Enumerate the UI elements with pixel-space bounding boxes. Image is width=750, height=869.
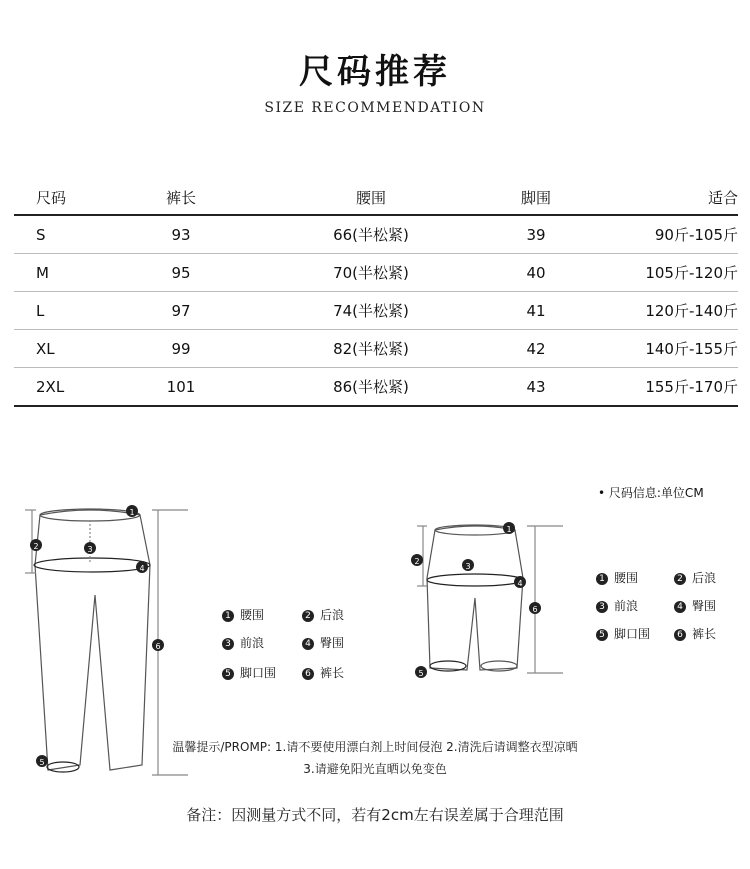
legend-label: 前浪 bbox=[614, 599, 639, 613]
cell-size: XL bbox=[36, 339, 55, 358]
legend-item bbox=[222, 634, 264, 651]
legend-item bbox=[674, 569, 716, 586]
svg-text:3: 3 bbox=[465, 562, 471, 571]
header-size: 尺码 bbox=[36, 188, 67, 207]
hip-line bbox=[427, 574, 523, 586]
cell-waist: 86(半松紧) bbox=[333, 378, 409, 396]
svg-text:6: 6 bbox=[532, 605, 538, 614]
cell-fit: 140斤-155斤 bbox=[645, 340, 738, 358]
svg-text:5: 5 bbox=[39, 758, 45, 767]
header-waist: 腰围 bbox=[355, 188, 386, 207]
marker-icon: 3 bbox=[222, 638, 234, 650]
legend-label: 后浪 bbox=[692, 571, 717, 585]
cell-fit: 120斤-140斤 bbox=[645, 302, 738, 320]
cropped-pants-diagram bbox=[405, 518, 570, 683]
marker-icon: 3 bbox=[596, 601, 608, 613]
marker-icon: 1 bbox=[596, 573, 608, 585]
cell-length: 101 bbox=[166, 377, 196, 396]
legend-item bbox=[302, 634, 344, 651]
cell-waist: 82(半松紧) bbox=[333, 340, 409, 358]
cell-length: 95 bbox=[171, 263, 191, 282]
marker-icon: 4 bbox=[302, 638, 314, 650]
page-subtitle: SIZE RECOMMENDATION bbox=[264, 100, 486, 116]
cell-size: L bbox=[36, 301, 45, 320]
legend-item bbox=[222, 664, 276, 681]
cell-fit: 90斤-105斤 bbox=[654, 226, 738, 244]
cell-hem: 42 bbox=[526, 339, 546, 358]
pants-outline bbox=[427, 526, 523, 670]
cell-waist: 66(半松紧) bbox=[333, 226, 409, 244]
legend-item bbox=[674, 597, 716, 614]
care-tips-line-2: 3.请避免阳光直晒以免变色 bbox=[303, 762, 447, 776]
cell-hem: 41 bbox=[526, 301, 546, 320]
cell-size: 2XL bbox=[36, 377, 65, 396]
legend-label: 前浪 bbox=[240, 636, 265, 650]
table-header-row bbox=[14, 180, 738, 216]
legend-label: 脚口围 bbox=[240, 666, 277, 680]
marker-icon: 6 bbox=[302, 668, 314, 680]
cell-hem: 39 bbox=[526, 225, 546, 244]
size-table bbox=[14, 180, 738, 407]
svg-text:4: 4 bbox=[139, 564, 145, 573]
legend-label: 臀围 bbox=[320, 636, 345, 650]
svg-text:5: 5 bbox=[418, 669, 424, 678]
header-hem: 脚围 bbox=[520, 188, 551, 207]
cell-length: 99 bbox=[171, 339, 191, 358]
page-title: 尺码推荐 bbox=[299, 52, 451, 92]
marker-icon: 6 bbox=[674, 629, 686, 641]
cell-size: S bbox=[36, 225, 46, 244]
legend-item bbox=[596, 597, 638, 614]
marker-icon: 5 bbox=[596, 629, 608, 641]
cell-fit: 105斤-120斤 bbox=[645, 264, 738, 282]
legend-item bbox=[302, 606, 344, 623]
header-length: 裤长 bbox=[165, 188, 196, 207]
svg-text:6: 6 bbox=[155, 642, 161, 651]
cell-length: 93 bbox=[171, 225, 191, 244]
cell-size: M bbox=[36, 263, 49, 282]
svg-text:3: 3 bbox=[87, 545, 93, 554]
legend-item bbox=[302, 664, 344, 681]
table-row bbox=[14, 330, 738, 368]
hip-line bbox=[34, 558, 150, 572]
svg-text:1: 1 bbox=[506, 525, 512, 534]
legend-label: 裤长 bbox=[320, 666, 345, 680]
remark-note: 备注：因测量方式不同，若有2cm左右误差属于合理范围 bbox=[186, 806, 564, 824]
table-row bbox=[14, 216, 738, 254]
svg-text:4: 4 bbox=[517, 579, 523, 588]
table-row bbox=[14, 368, 738, 407]
cell-length: 97 bbox=[171, 301, 191, 320]
legend-item bbox=[222, 606, 264, 623]
cell-hem: 40 bbox=[526, 263, 546, 282]
marker-icon: 2 bbox=[302, 610, 314, 622]
marker-icon: 2 bbox=[674, 573, 686, 585]
care-tips bbox=[0, 736, 750, 780]
unit-note: • 尺码信息:单位CM bbox=[598, 486, 704, 500]
legend-item bbox=[596, 569, 638, 586]
legend-label: 后浪 bbox=[320, 608, 345, 622]
legend-label: 裤长 bbox=[692, 627, 717, 641]
legend-label: 腰围 bbox=[240, 608, 265, 622]
cell-waist: 70(半松紧) bbox=[333, 264, 409, 282]
marker-icon: 5 bbox=[222, 668, 234, 680]
legend-label: 臀围 bbox=[692, 599, 717, 613]
legend-label: 脚口围 bbox=[614, 627, 651, 641]
svg-text:1: 1 bbox=[129, 508, 135, 517]
legend-label: 腰围 bbox=[614, 571, 639, 585]
svg-text:2: 2 bbox=[33, 542, 39, 551]
legend-item bbox=[674, 625, 716, 642]
header-fit: 适合 bbox=[707, 188, 738, 207]
marker-icon: 4 bbox=[674, 601, 686, 613]
svg-text:2: 2 bbox=[414, 557, 420, 566]
legend-item bbox=[596, 625, 650, 642]
table-row bbox=[14, 254, 738, 292]
table-row bbox=[14, 292, 738, 330]
cell-waist: 74(半松紧) bbox=[333, 302, 409, 320]
care-tips-line-1: 温馨提示/PROMP: 1.请不要使用漂白剂上时间侵泡 2.清洗后请调整衣型凉晒 bbox=[172, 740, 578, 754]
cell-hem: 43 bbox=[526, 377, 546, 396]
cell-fit: 155斤-170斤 bbox=[645, 378, 738, 396]
waist-line bbox=[40, 509, 140, 521]
marker-icon: 1 bbox=[222, 610, 234, 622]
